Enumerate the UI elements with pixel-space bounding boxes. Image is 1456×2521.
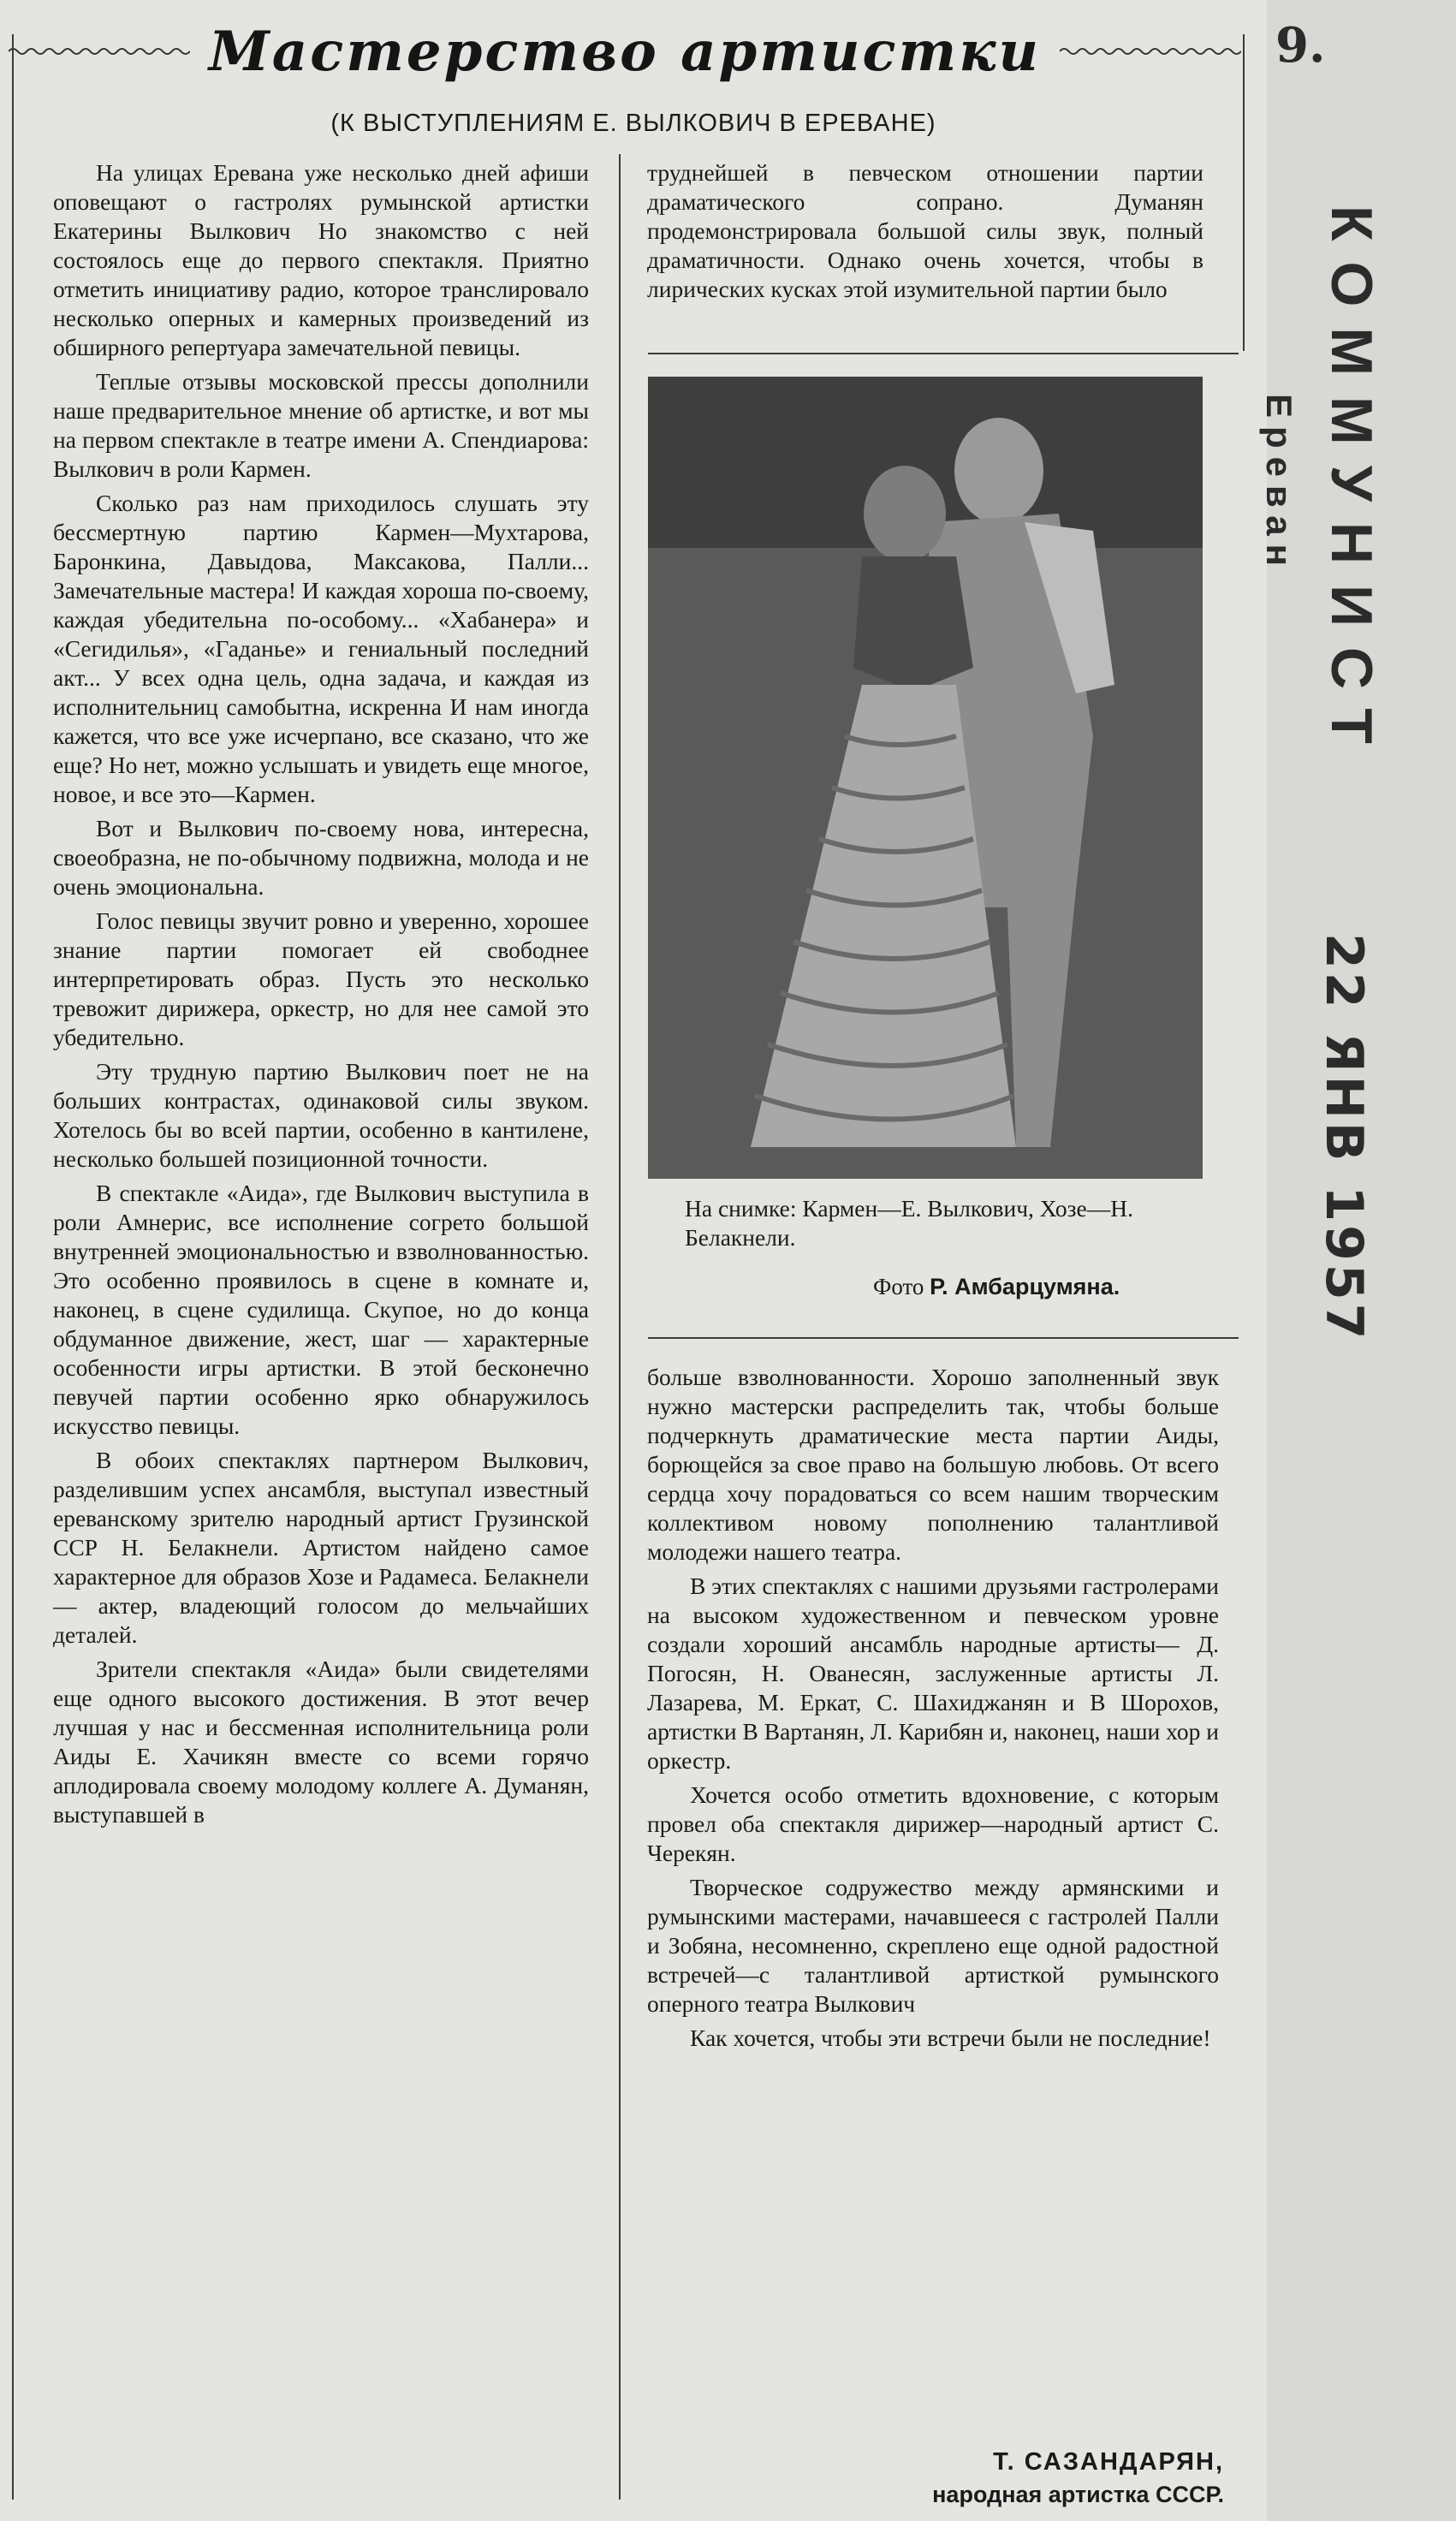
- photo-credit-name: Р. Амбарцумяна.: [930, 1274, 1120, 1299]
- paragraph: Хочется особо отметить вдохновение, с которым провел оба спектакля дирижер—народный артист С. Черекян.: [647, 1781, 1219, 1866]
- paragraph: В спектакле «Аида», где Вылкович выступила в роли Амнерис, все исполнение согрето большой внутренней эмоциональностью и взволнованностью. Это особенно проявилось в сцене в комнате и, наконец, в сцене судилища. Скупое, но до конца обдуманное движение, жест, шаг — характерные особенности игры артистки. В этой бесконечно певучей партии особенно ярко обнаружилось искусство певицы.: [53, 1180, 589, 1439]
- photo-separator-bottom: [648, 1337, 1239, 1339]
- author-title: народная артистка СССР.: [932, 2482, 1224, 2507]
- page-number-mark: 9.: [1275, 17, 1326, 74]
- newspaper-date-stamp: 22 ЯНВ 1957: [1314, 933, 1374, 1343]
- article-subtitle: (К ВЫСТУПЛЕНИЯМ Е. ВЫЛКОВИЧ В ЕРЕВАНЕ): [330, 110, 936, 137]
- newspaper-name-stamp: КОММУНИСТ: [1319, 205, 1384, 764]
- column-rule-right: [1243, 34, 1245, 351]
- photo-credit-prefix: Фото: [873, 1274, 924, 1299]
- article-column-left: [53, 158, 589, 1834]
- column-rule-middle: [619, 154, 621, 2500]
- paragraph-continued: больше взволнованности. Хорошо заполненный звук нужно мастерски распределить так, чтобы больше подчеркнуть драматические места партии Аиды, борющейся за свое право на большую любовь. От всего сердца хочу порадоваться со всем нашим творческим коллективом новому пополнению талантливой молодежи нашего театра.: [647, 1364, 1219, 1565]
- paragraph: Эту трудную партию Вылкович поет не на больших контрастах, одинаковой силы звуком. Хотелось бы во всей партии, особенно в кантилене, несколько большей позиционной точности.: [53, 1058, 589, 1172]
- photo-credit: [873, 1274, 1233, 1300]
- column-rule-left: [12, 34, 14, 2500]
- right-wave-ornament: [1060, 46, 1241, 56]
- photo-separator-top: [648, 353, 1239, 354]
- paragraph: Как хочется, чтобы эти встречи были не последние!: [690, 2025, 1211, 2051]
- author-signature: [822, 2448, 1224, 2508]
- paragraph: Теплые отзывы московской прессы дополнили наше предварительное мнение об артистке, и вот мы на первом спектакле в театре имени А. Спендиарова: Вылкович в роли Кармен.: [53, 368, 589, 482]
- photo-caption: На снимке: Кармен—Е. Вылкович, Хозе—Н. Белакнели.: [685, 1195, 1133, 1251]
- paragraph: Творческое содружество между армянскими и румынскими мастерами, начавшееся с гастролей Палли и Зобяна, несомненно, скреплено еще одной радостной встречей—с талантливой артисткой румынского оперного театра Вылкович: [647, 1874, 1219, 2017]
- paragraph: В этих спектаклях с нашими друзьями гастролерами на высоком художественном и певческом уровне создали хороший ансамбль народные артисты— Д. Погосян, Н. Ованесян, заслуженные артисты Л. Лазарева, М. Еркат, С. Шахиджанян и В Шорохов, артистки В Вартанян, Л. Карибян и, наконец, наши хор и оркестр.: [647, 1573, 1219, 1774]
- left-wave-ornament: [9, 46, 190, 56]
- author-name: Т. САЗАНДАРЯН,: [993, 2448, 1224, 2476]
- performance-photo: [648, 377, 1203, 1179]
- article-column-right-bottom: [647, 1363, 1219, 2058]
- article-title: Мастерство артистки: [208, 19, 1042, 84]
- paragraph: Вот и Вылкович по-своему нова, интересна, своеобразна, не по-обычному подвижна, молода и не очень эмоциональна.: [53, 815, 589, 900]
- paragraph: Сколько раз нам приходилось слушать эту бессмертную партию Кармен—Мухтарова, Баронкина, Давыдова, Максакова, Палли... Замечательные мастера! И каждая хороша по-своему, каждая убедительна по-особому... «Хабанера» и «Сегидилья», «Гаданье» и гениальный последний акт... У всех одна цель, одна задача, и каждая из исполнительниц самобытна, искренна И нам иногда кажется, что все уже исчерпано, все сказано, что же еще? Но нет, можно услышать и увидеть еще многое, новое, и все это—Кармен.: [53, 490, 589, 807]
- paragraph: На улицах Еревана уже несколько дней афиши оповещают о гастролях румынской артистки Екатерины Вылкович Но знакомство с ней состоялось еще до первого спектакля. Приятно отметить инициативу радио, которое транслировало несколько оперных и камерных произведений из обширного репертуара замечательной певицы.: [53, 159, 589, 360]
- newspaper-city-stamp: Ереван: [1259, 394, 1299, 575]
- headline-row: [9, 9, 1241, 94]
- paragraph: В обоих спектаклях партнером Вылкович, разделившим успех ансамбля, выступал известный ереванскому зрителю народный артист Грузинской ССР Н. Белакнели. Артистом найдено самое характерное для образов Хозе и Радамеса. Белакнели — актер, владеющий голосом до мельчайших деталей.: [53, 1447, 589, 1648]
- paragraph: Зрители спектакля «Аида» были свидетелями еще одного высокого достижения. В этот вечер лучшая у нас и бессменная исполнительница роли Аиды Е. Хачикян вместе со всеми горячо аплодировала своему молодому коллеге А. Думанян, выступавшей в: [53, 1656, 589, 1828]
- paragraph-continued: труднейшей в певческом отношении партии драматического сопрано. Думанян продемонстрировала большой силы звук, полный драматичности. Однако очень хочется, чтобы в лирических кусках этой изумительной партии было: [647, 159, 1203, 302]
- article-column-right-top: [647, 158, 1203, 309]
- paragraph: Голос певицы звучит ровно и уверенно, хорошее знание партии помогает ей свободнее интерпретировать образ. Пусть это несколько тревожит дирижера, оркестр, но для нее самой это убедительно.: [53, 907, 589, 1050]
